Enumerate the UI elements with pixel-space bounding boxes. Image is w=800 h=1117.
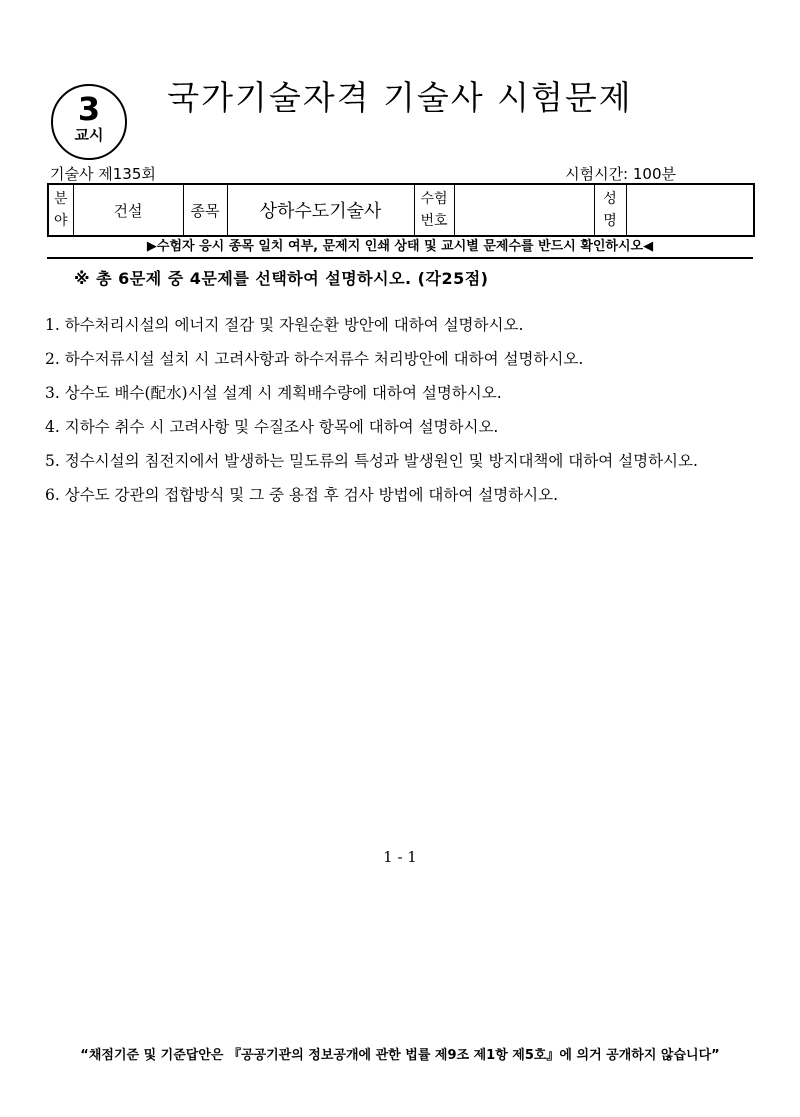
question-item: 2. 하수저류시설 설치 시 고려사항과 하수저류수 처리방안에 대하여 설명하시오. <box>45 350 584 368</box>
exam-number-field[interactable] <box>454 184 594 236</box>
question-item: 5. 정수시설의 침전지에서 발생하는 밀도류의 특성과 발생원인 및 방지대책에 대하여 설명하시오. <box>45 452 698 470</box>
field-value: 건설 <box>73 184 183 236</box>
exam-number-label-top: 수험 <box>420 191 448 207</box>
question-item: 6. 상수도 강관의 접합방식 및 그 중 용접 후 검사 방법에 대하여 설명하시오. <box>45 486 559 504</box>
name-label-top: 성 <box>603 191 617 207</box>
question-item: 3. 상수도 배수(配水)시설 설계 시 계획배수량에 대하여 설명하시오. <box>45 384 502 402</box>
exam-round: 기술사 제135회 <box>50 165 156 183</box>
field-label <box>48 184 73 236</box>
category-label: 종목 <box>183 184 227 236</box>
check-notice: ▶수험자 응시 종목 일치 여부, 문제지 인쇄 상태 및 교시별 문제수를 반드시 확인하시오◀ <box>47 237 753 259</box>
exam-number-label <box>414 184 454 236</box>
name-label <box>594 184 626 236</box>
exam-info-table <box>47 183 755 237</box>
category-value: 상하수도기술사 <box>227 184 414 236</box>
session-label: 교시 <box>74 126 104 144</box>
exam-number-label-bottom: 번호 <box>420 213 448 229</box>
name-label-bottom: 명 <box>603 213 617 229</box>
session-number: 3 <box>77 90 101 128</box>
exam-duration: 시험시간: 100분 <box>565 165 676 183</box>
question-item: 4. 지하수 취수 시 고려사항 및 수질조사 항목에 대하여 설명하시오. <box>45 418 499 436</box>
name-field[interactable] <box>626 184 754 236</box>
question-list <box>45 310 757 514</box>
instruction: ※ 총 6문제 중 4문제를 선택하여 설명하시오. (각25점) <box>74 269 489 288</box>
page-number: 1 - 1 <box>383 848 417 866</box>
page-title: 국가기술자격 기술사 시험문제 <box>167 78 633 117</box>
field-label-top: 분 <box>53 191 68 207</box>
field-label-bottom: 야 <box>53 213 68 229</box>
disclosure-footer: “채점기준 및 기준답안은 『공공기관의 정보공개에 관한 법률 제9조 제1항 제5호』에 의거 공개하지 않습니다” <box>80 1048 720 1063</box>
question-item: 1. 하수처리시설의 에너지 절감 및 자원순환 방안에 대하여 설명하시오. <box>45 316 524 334</box>
